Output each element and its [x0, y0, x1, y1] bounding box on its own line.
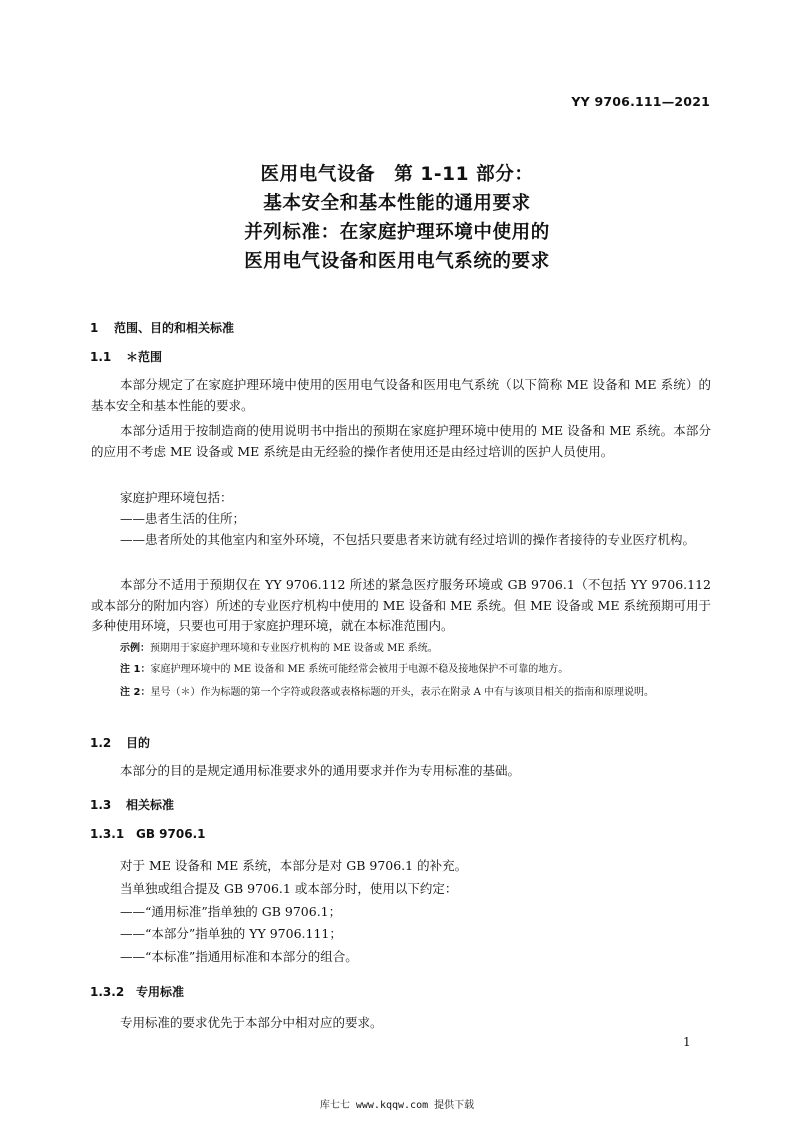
- section-1-3-heading: 1.3 相关标准: [90, 798, 175, 812]
- paragraph-gb-1: 对于 ME 设备和 ME 系统，本部分是对 GB 9706.1 的补充。: [120, 858, 468, 873]
- list-item-this-part: ——“本部分”指单独的 YY 9706.111；: [120, 926, 342, 941]
- paragraph-scope-4: 本部分不适用于预期仅在 YY 9706.112 所述的紧急医疗服务环境或 GB 9706.1（不包括 YY 9706.112或本部分的附加内容）所述的专业医疗机构中使用的 ME 设备和 ME 系统。但 ME 设备或 ME 系统预期可用于多种使用环境，只要也可用于家庭护理环境，就在本标准范围内。: [91, 577, 711, 633]
- page-number: 1: [683, 1035, 691, 1049]
- paragraph-particular: 专用标准的要求优先于本部分中相对应的要求。: [120, 1015, 383, 1030]
- note-1: 注 1：家庭护理环境中的 ME 设备和 ME 系统可能经常会被用于电源不稳及接地保护不可靠的地方。: [120, 664, 569, 675]
- title-line-2: 基本安全和基本性能的通用要求: [263, 193, 531, 214]
- paragraph-scope-2: 本部分适用于按制造商的使用说明书中指出的预期在家庭护理环境中使用的 ME 设备和 ME 系统。本部分的应用不考虑 ME 设备或 ME 系统是由无经验的操作者使用还是由经过培训的医护人员使用。: [91, 423, 711, 459]
- section-1-2-heading: 1.2 目的: [90, 736, 151, 750]
- title-line-3: 并列标准：在家庭护理环境中使用的: [244, 222, 550, 243]
- section-1-heading: 1 范围、目的和相关标准: [90, 321, 235, 335]
- list-item-this-standard: ——“本标准”指通用标准和本部分的组合。: [120, 949, 358, 964]
- section-1-3-1-heading: 1.3.1 GB 9706.1: [90, 827, 206, 841]
- list-item-residence: ——患者生活的住所；: [120, 511, 246, 526]
- note-2: 注 2：星号（＊）作为标题的第一个字符或段落或表格标题的开头，表示在附录 A 中有与该项目相关的指南和原理说明。: [120, 687, 655, 698]
- title-line-1: 医用电气设备 第 1-11 部分：: [260, 164, 534, 185]
- list-item-other-environments: ——患者所处的其他室内和室外环境，不包括只要患者来访就有经过培训的操作者接待的专业医疗机构。: [120, 532, 696, 547]
- title-line-4: 医用电气设备和医用电气系统的要求: [244, 251, 550, 272]
- paragraph-scope-3: 家庭护理环境包括：: [120, 490, 233, 505]
- paragraph-scope-1: 本部分规定了在家庭护理环境中使用的医用电气设备和医用电气系统（以下简称 ME 设备和 ME 系统）的基本安全和基本性能的要求。: [91, 377, 711, 413]
- paragraph-gb-2: 当单独或组合提及 GB 9706.1 或本部分时，使用以下约定：: [120, 881, 458, 896]
- standard-number: YY 9706.111—2021: [571, 94, 710, 109]
- paragraph-purpose: 本部分的目的是规定通用标准要求外的通用要求并作为专用标准的基础。: [120, 763, 521, 778]
- list-item-general-standard: ——“通用标准”指单独的 GB 9706.1；: [120, 904, 342, 919]
- section-1-1-heading: 1.1 ＊范围: [90, 350, 163, 364]
- download-footer: 库七七 www.kqqw.com 提供下载: [319, 1100, 475, 1111]
- example-note: 示例：预期用于家庭护理环境和专业医疗机构的 ME 设备或 ME 系统。: [120, 643, 438, 654]
- section-1-3-2-heading: 1.3.2 专用标准: [90, 985, 185, 999]
